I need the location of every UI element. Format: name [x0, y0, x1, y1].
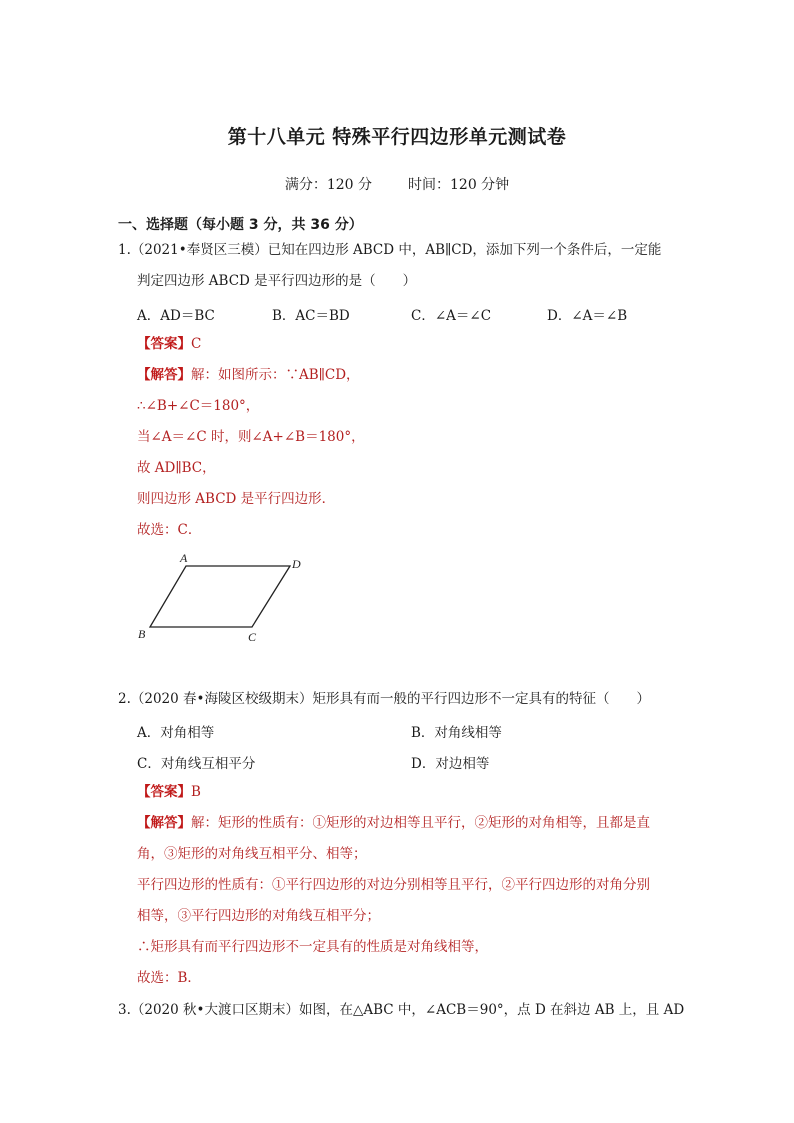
section-heading: 一、选择题（每小题 3 分，共 36 分）	[118, 217, 363, 233]
q1-option-b: B．AC＝BD	[272, 308, 350, 324]
q2-stem: 2.（2020 春•海陵区校级期末）矩形具有而一般的平行四边形不一定具有的特征（ ）	[118, 691, 650, 707]
answer-value: C	[191, 336, 202, 352]
q1-stem-line2: 判定四边形 ABCD 是平行四边形的是（ ）	[137, 273, 417, 289]
q1-solution-line5: 则四边形 ABCD 是平行四边形．	[137, 491, 336, 507]
q2-solution-line1: 【解答】解：矩形的性质有：①矩形的对边相等且平行，②矩形的对角相等，且都是直	[137, 815, 650, 831]
solution-label: 【解答】	[137, 815, 191, 831]
time-limit: 时间：120 分钟	[408, 177, 510, 193]
q2-option-a: A．对角相等	[137, 725, 215, 741]
vertex-label-a: A	[180, 552, 188, 565]
q2-solution-line4: 相等，③平行四边形的对角线互相平分；	[137, 908, 380, 924]
q3-stem: 3.（2020 秋•大渡口区期末）如图，在△ABC 中，∠ACB＝90°，点 D 在斜边 AB 上，且 AD	[118, 1002, 685, 1018]
q1-option-a: A．AD＝BC	[137, 308, 215, 324]
answer-value: B	[191, 784, 201, 800]
answer-label: 【答案】	[137, 336, 191, 352]
q2-solution-line3: 平行四边形的性质有：①平行四边形的对边分别相等且平行，②平行四边形的对角分别	[137, 877, 650, 893]
q2-solution-line5: ∴矩形具有而平行四边形不一定具有的性质是对角线相等，	[137, 939, 488, 955]
q2-solution-line6: 故选：B．	[137, 970, 201, 986]
q1-answer	[137, 335, 201, 353]
q2-solution-line2: 角，③矩形的对角线互相平分、相等；	[137, 846, 367, 862]
answer-label: 【答案】	[137, 784, 191, 800]
full-score: 满分：120 分	[284, 177, 372, 193]
q1-solution-line1: 【解答】解：如图所示：∵AB∥CD，	[137, 367, 360, 383]
q1-solution-line3: 当∠A＝∠C 时，则∠A+∠B＝180°，	[137, 429, 365, 445]
q2-answer	[137, 783, 201, 801]
q1-option-d: D．∠A＝∠B	[547, 308, 628, 324]
solution-label: 【解答】	[137, 367, 191, 383]
parallelogram-figure	[128, 552, 318, 644]
vertex-label-d: D	[292, 557, 301, 571]
q2-option-b: B．对角线相等	[411, 725, 502, 741]
q1-solution-line6: 故选：C．	[137, 522, 202, 538]
vertex-label-b: B	[138, 627, 146, 641]
page-title: 第十八单元 特殊平行四边形单元测试卷	[227, 126, 567, 148]
parallelogram-shape	[150, 566, 290, 627]
q2-option-d: D．对边相等	[411, 756, 490, 772]
q1-stem-line1: 1.（2021•奉贤区三模）已知在四边形 ABCD 中，AB∥CD，添加下列一个条件后，一定能	[118, 242, 662, 258]
exam-meta	[0, 174, 794, 194]
q1-solution-line2: ∴∠B+∠C＝180°，	[137, 398, 260, 414]
q1-solution-line4: 故 AD∥BC，	[137, 460, 216, 476]
q1-option-c: C．∠A＝∠C	[411, 308, 492, 324]
q2-option-c: C．对角线互相平分	[137, 756, 256, 772]
vertex-label-c: C	[248, 630, 257, 644]
